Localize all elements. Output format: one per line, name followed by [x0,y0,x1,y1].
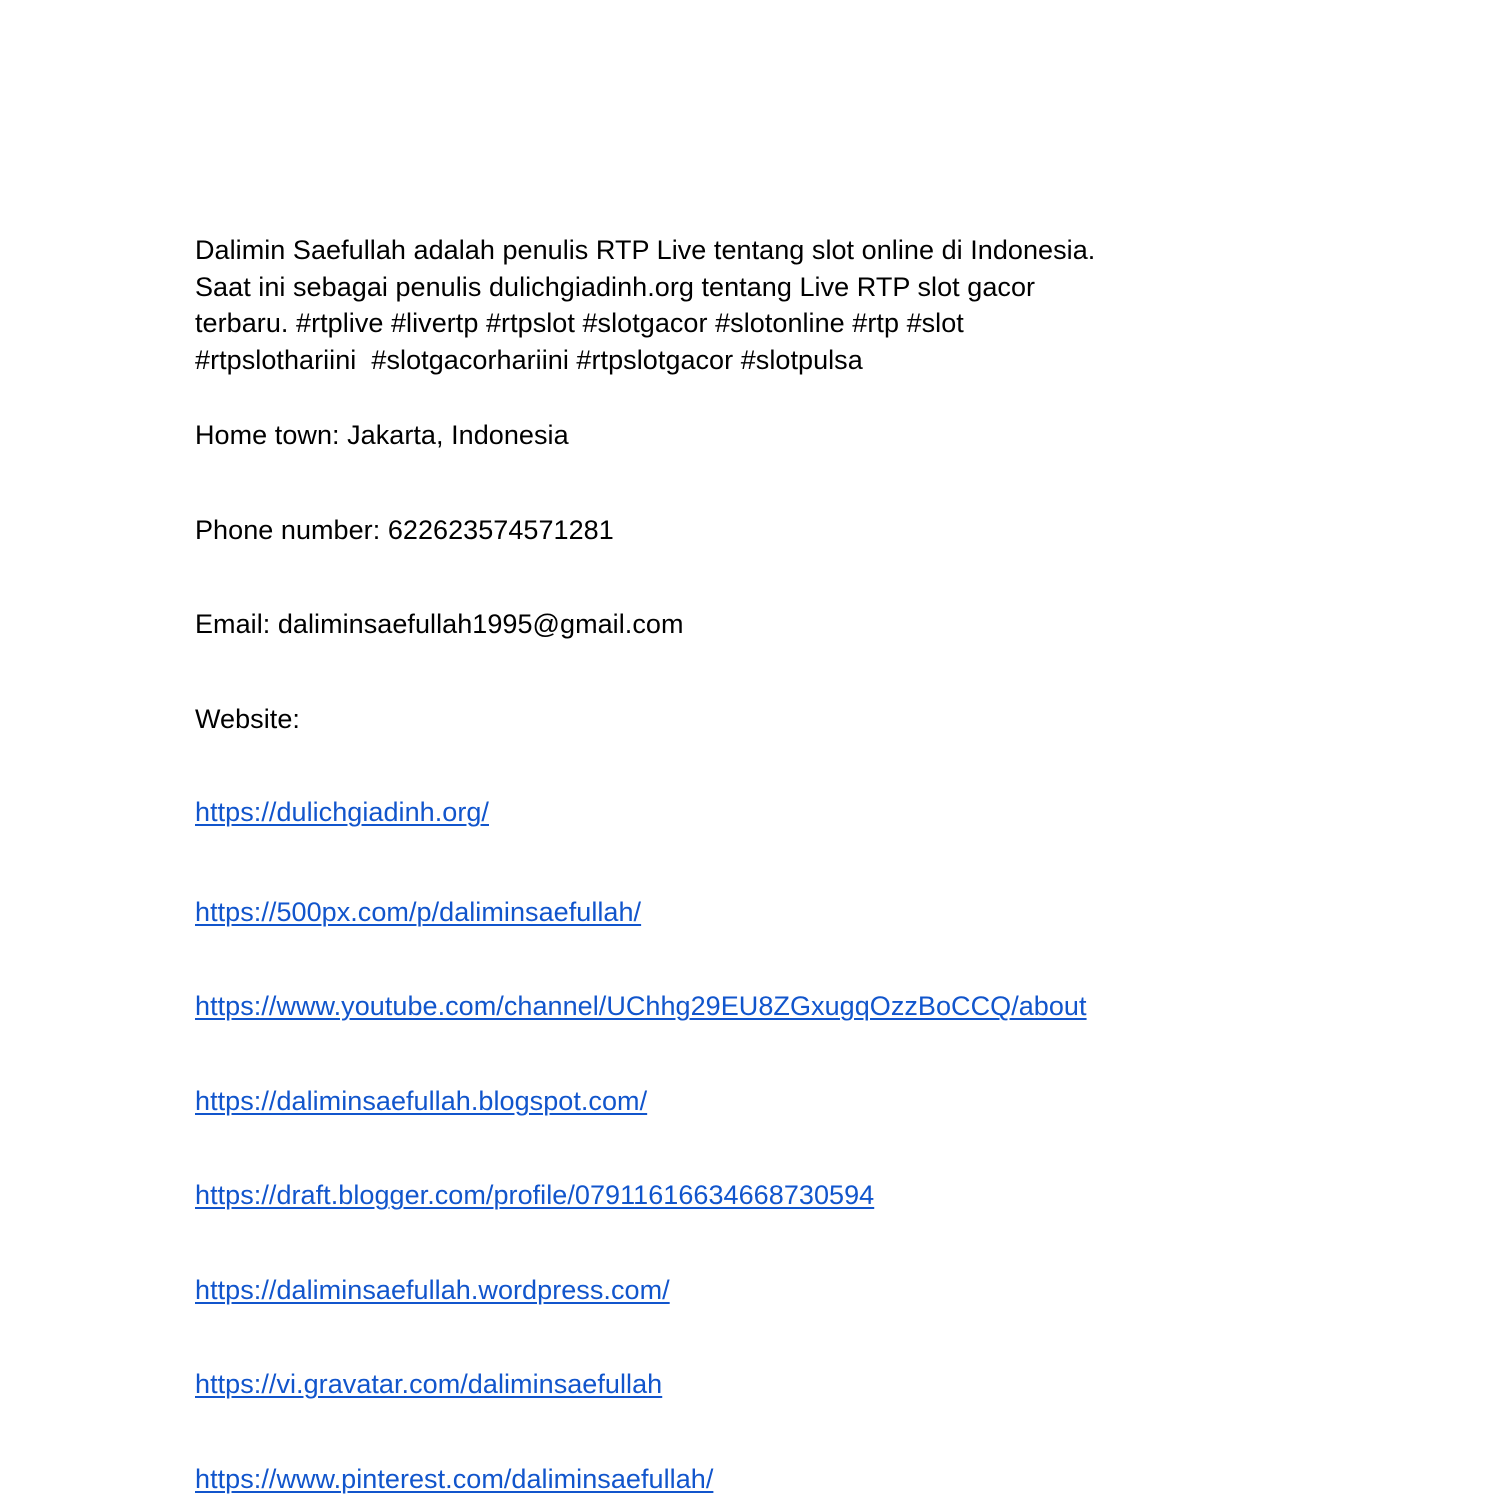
link-dulichgiadinh[interactable]: https://dulichgiadinh.org/ [195,797,489,827]
link-pinterest[interactable]: https://www.pinterest.com/daliminsaefullah/ [195,1464,713,1494]
link-row [195,794,1130,836]
link-wordpress[interactable]: https://daliminsaefullah.wordpress.com/ [195,1275,670,1305]
document-body [195,232,1130,1502]
intro-paragraph: Dalimin Saefullah adalah penulis RTP Live tentang slot online di Indonesia. Saat ini sebagai penulis dulichgiadinh.org tentang Live RTP slot gacor terbaru. #rtplive #livertp #rtpslot #slotgacor #slotonline #rtp #slot #rtpslothariini #slotgacorhariini #rtpslotgacor #slotpulsa [195,232,1130,378]
link-row [195,1272,1130,1314]
home-town-line: Home town: Jakarta, Indonesia [195,417,1130,454]
link-blogger-profile[interactable]: https://draft.blogger.com/profile/07911616634668730594 [195,1180,874,1210]
link-row [195,1177,1130,1219]
website-label: Website: [195,701,1130,738]
link-row [195,1366,1130,1408]
link-row [195,1461,1130,1502]
link-row [195,894,1130,936]
email-line: Email: daliminsaefullah1995@gmail.com [195,606,1130,643]
phone-number-line: Phone number: 622623574571281 [195,512,1130,549]
link-blogspot[interactable]: https://daliminsaefullah.blogspot.com/ [195,1086,647,1116]
link-500px[interactable]: https://500px.com/p/daliminsaefullah/ [195,897,641,927]
link-row [195,988,1130,1030]
link-row [195,1083,1130,1125]
link-gravatar[interactable]: https://vi.gravatar.com/daliminsaefullah [195,1369,662,1399]
link-youtube-channel[interactable]: https://www.youtube.com/channel/UChhg29EU8ZGxugqOzzBoCCQ/about [195,991,1087,1021]
